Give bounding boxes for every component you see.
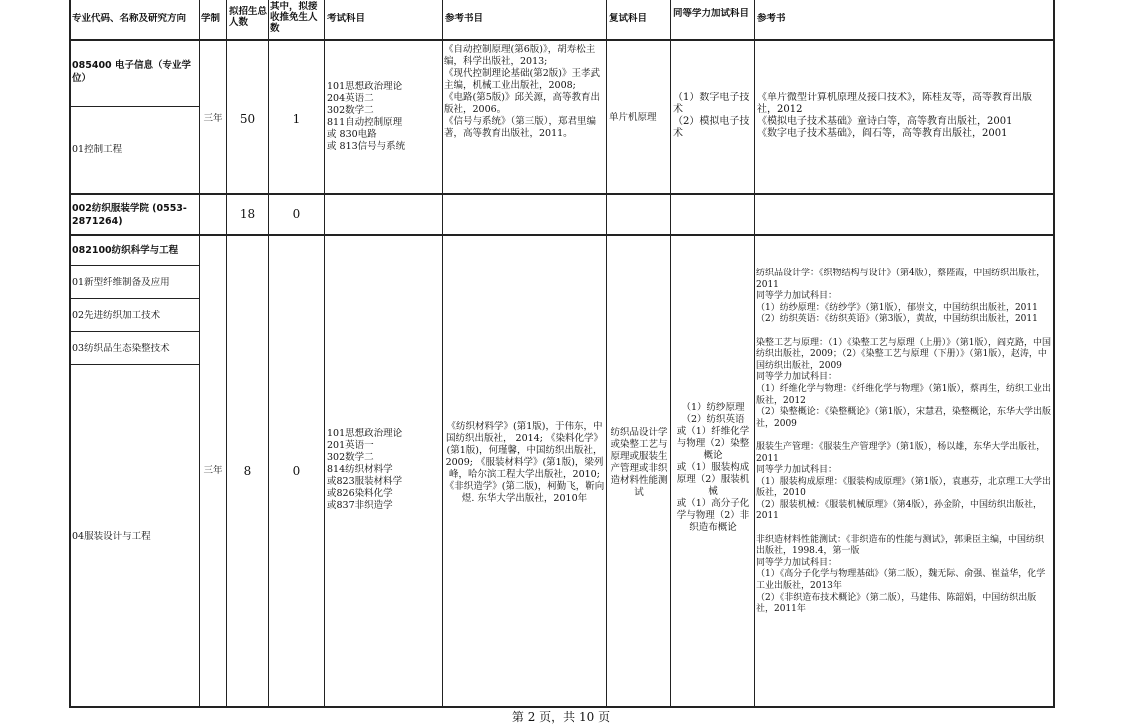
direction-item: 03纺织品生态染整技术 [72, 343, 170, 354]
total-value: 18 [239, 208, 256, 220]
grid-line [69, 364, 199, 365]
direction-item: 02先进纺织加工技术 [72, 310, 161, 321]
grid-line [69, 193, 1055, 195]
years-value: 三年 [203, 113, 223, 124]
page-number: 第 2 页，共 10 页 [511, 710, 611, 724]
header-recommended: 其中，拟接收推免生人数 [270, 1, 318, 34]
retest-subject: 单片机原理 [609, 112, 657, 123]
grid-line [69, 331, 199, 332]
direction-item: 04服装设计与工程 [72, 531, 151, 542]
total-value: 8 [243, 465, 252, 477]
reference-books-extra: 纺织品设计学：《织物结构与设计》（第4版），蔡陛霞，中国纺织出版社， 2011 同等学力加试科目： （1）纺纱原理：《纺纱学》（第1版），郁崇文，中国纺织出版社，2011 （2）纺织英语：《纺织英语》（第3版），黄故，中国纺织出版社，2011 染整工艺与原理：（1）《染整工艺与原理（上册）》（第1版），阎克路，中国纺织出版社，2009；（2）《染整工艺与原理（下册）》（第1版），赵涛，中国纺织出版社，2009 同等学力加试科目： （1）纤维化学与物理：《纤维化学与物理》（第1版），蔡再生，纺织工业出版社，2012 （2）染整概论：《染整概论》（第1版），宋慧君，染整概论，东华大学出版社，2009 服装生产管理：《服装生产管理学》（第1版），杨以雄，东华大学出版社，2011 同等学力加试科目： （1）服装构成原理：《服装构成原理》（第1版），袁惠芬，北京理工大学出版社，2010 （2）服装机械：《服装机械原理》（第4版），孙金阶，中国纺织出版社，2011 非织造材料性能测试：《非织造布的性能与测试》，郭秉臣主编，中国纺织出版社，1998.4，第一版 同等学力加试科目： （1）《高分子化学与物理基础》（第二版），魏无际、俞强、崔益华，化学工业出版社，2013年 （2）《非织造布技术概论》（第二版），马建伟、陈韶娟，中国纺织出版社，2011年 [756, 268, 1051, 615]
grid-line [606, 0, 607, 708]
header-equiv: 同等学力加试科目 [673, 8, 750, 19]
grid-line [69, 39, 1055, 41]
direction-item: 01控制工程 [72, 144, 123, 155]
grid-line [670, 0, 671, 708]
header-years: 学制 [201, 13, 221, 24]
exam-subjects: 101思想政治理论 201英语一 302数学二 814纺织材料学 或823服装材料学 或826染料化学 或837非织造学 [327, 428, 403, 511]
grid-line [268, 0, 269, 708]
total-value: 50 [239, 113, 256, 125]
exam-subjects: 101思想政治理论 204英语二 302数学二 811自动控制原理 或 830电路 或 813信号与系统 [327, 81, 406, 152]
recommended-value: 1 [292, 113, 301, 125]
major-title: 082100纺织科学与工程 [72, 245, 179, 256]
reference-books-extra: 《单片微型计算机原理及接口技术》，陈桂友等，高等教育出版社，2012 《模拟电子技术基础》童诗白等，高等教育出版社，2001 《数字电子技术基础》，阎石等，高等教育出版社，2001 [757, 92, 1032, 139]
header-books: 参考书目 [445, 13, 484, 24]
header-total: 拟招生总人数 [229, 6, 267, 28]
grid-line [1053, 0, 1055, 708]
recommended-value: 0 [292, 465, 301, 477]
reference-books: 《纺织材料学》(第1版)，于伟东，中国纺织出版社， 2014; 《染料化学》(第1版)，何瑾馨，中国纺织出版社，2009; 《服装材料学》(第1版)，梁列峰，哈尔滨工程大学出版社，2010; 《非织造学》(第二版)，柯勤飞，靳向煜. 东华大学出版社，2010年 [444, 421, 605, 504]
retest-subject: 纺织品设计学或染整工艺与原理或服装生产管理或非织造材料性能测试 [610, 427, 668, 498]
grid-line [69, 106, 199, 107]
reference-books: 《自动控制原理(第6版)》，胡寿松主编，科学出版社，2013; 《现代控制理论基础(第2版)》王孝武主编，机械工业出版社，2008; 《电路(第5版)》邱关源，高等教育出版社，2006。 《信号与系统》（第三版），郑君里编著，高等教育出版社，2011。 [444, 44, 600, 139]
grid-line [226, 0, 227, 708]
college-title: 002纺织服装学院 (0553-2871264) [72, 203, 187, 227]
grid-line [324, 0, 325, 708]
recommended-value: 0 [292, 208, 301, 220]
grid-line [754, 0, 755, 708]
major-title: 085400 电子信息（专业学位） [72, 60, 191, 84]
grid-line [442, 0, 443, 708]
grid-line [199, 0, 200, 708]
grid-line [69, 265, 199, 266]
header-exam: 考试科目 [327, 13, 366, 24]
grid-line [69, 234, 1055, 236]
equivalent-subjects: （1）数字电子技术 （2）模拟电子技术 [673, 92, 750, 139]
header-refbooks: 参考书 [757, 13, 786, 24]
years-value: 三年 [203, 465, 223, 476]
equivalent-subjects: （1）纺纱原理 （2）纺织英语 或（1）纤维化学与物理（2）染整概论 或（1）服装构成原理（2）服装机械 或（1）高分子化学与物理（2）非织造布概论 [676, 402, 750, 533]
grid-line [69, 298, 199, 299]
header-major: 专业代码、名称及研究方向 [72, 13, 187, 24]
direction-item: 01新型纤维制备及应用 [72, 277, 170, 288]
header-retest: 复试科目 [609, 13, 648, 24]
